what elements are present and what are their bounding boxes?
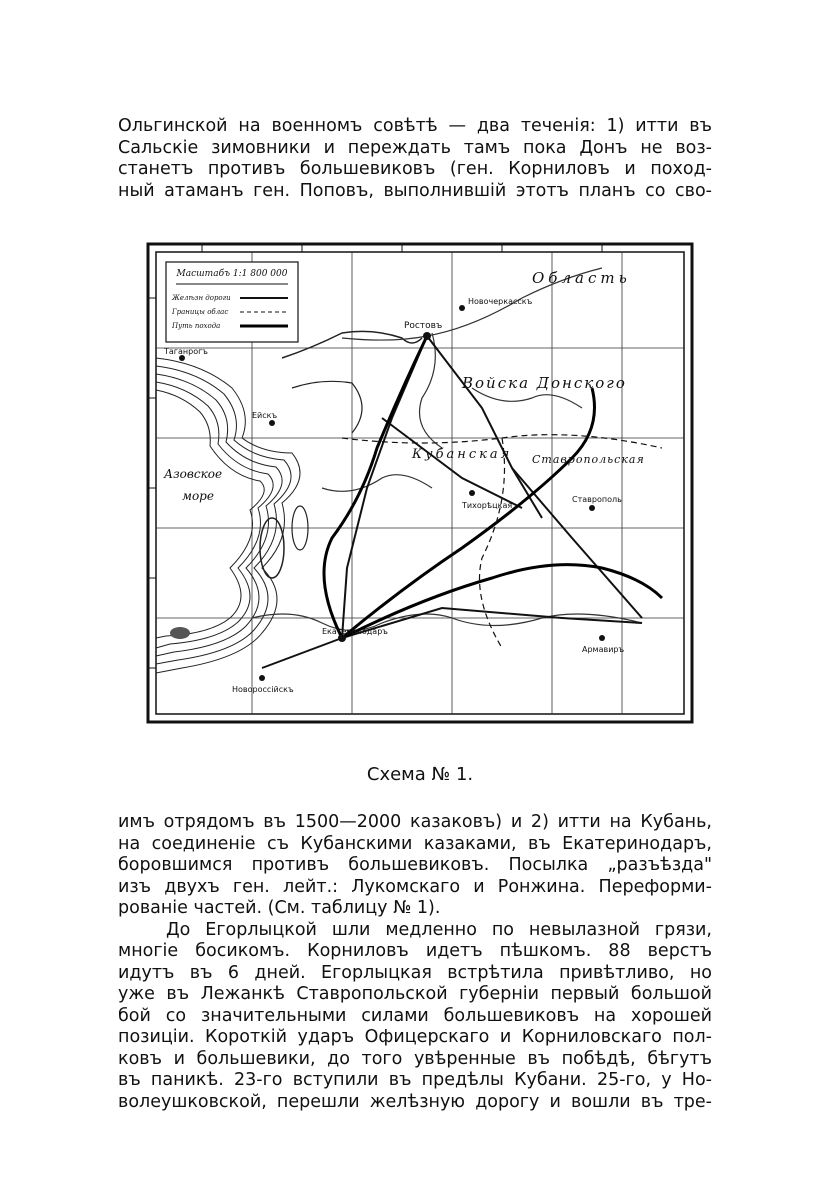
city-stavropol: Ставрополь <box>572 495 622 504</box>
figure-caption: Схема № 1. <box>366 764 474 785</box>
text-line: бой со значительными силами большевиковъ на хорошей <box>118 1005 712 1026</box>
text-line: въ паникѣ. 23-го вступили въ предѣлы Кубани. 25-го, у Но- <box>118 1070 712 1090</box>
bottom-paragraph <box>118 812 712 1113</box>
map-figure <box>142 238 698 728</box>
city-armavir: Армавиръ <box>582 645 625 654</box>
text-line: имъ отрядомъ въ 1500—2000 казаковъ) и 2) итти на Кубань, <box>118 812 712 832</box>
city-tikhoretskaya: Тихорѣцкая <box>462 501 513 510</box>
city-taganrog: Таганрогъ <box>164 347 208 356</box>
text-line: ковъ и большевики, до того увѣренные въ побѣдѣ, бѣгутъ <box>118 1048 712 1069</box>
text-line: Ольгинской на военномъ совѣтѣ — два теченія: 1) итти въ <box>118 116 712 136</box>
text-line: уже въ Лежанкѣ Ставропольской губерніи первый большой <box>118 984 712 1004</box>
text-line: изъ двухъ ген. лейт.: Лукомскаго и Ронжина. Переформи- <box>118 876 712 897</box>
text-line: позиціи. Короткій ударъ Офицерскаго и Корниловскаго пол- <box>118 1027 712 1047</box>
sea-label-more: море <box>182 489 214 503</box>
map-image <box>142 238 698 728</box>
region-label-don: Войска Донского <box>462 374 627 392</box>
region-label-oblast: Область <box>532 269 631 287</box>
city-novorossiysk: Новороссійскъ <box>232 685 294 694</box>
city-ekaterinodar: Екатеринодаръ <box>322 627 388 636</box>
text-line: идутъ въ 6 дней. Егорлыцкая встрѣтила привѣтливо, но <box>118 962 712 983</box>
text-line: боровшимся противъ большевиковъ. Посылка „разъѣзда" <box>118 855 712 875</box>
region-label-kuban: Кубанская <box>412 447 513 462</box>
legend-railways-label: Желѣзн дороги <box>172 294 231 302</box>
region-label-stavropol: Ставропольская <box>532 453 645 466</box>
sea-label-azov: Азовское <box>164 467 223 481</box>
text-line: станетъ противъ большевиковъ (ген. Корниловъ и поход- <box>118 159 712 179</box>
text-line: рованіе частей. (См. таблицу № 1). <box>118 898 441 918</box>
text-line: многіе босикомъ. Корниловъ идетъ пѣшкомъ. 88 верстъ <box>118 941 712 961</box>
text-line: ный атаманъ ген. Поповъ, выполнившій этотъ планъ со сво- <box>118 180 712 201</box>
text-line: на соединеніе съ Кубанскими казаками, въ Екатеринодаръ, <box>118 833 712 854</box>
text-line: Сальскіе зимовники и переждать тамъ пока Донъ не воз- <box>118 137 712 158</box>
map-scale-label: Масштабъ 1:1 800 000 <box>176 269 288 279</box>
legend-route-label: Путь похода <box>172 322 221 330</box>
city-eisk: Ейскъ <box>252 411 278 420</box>
text-line: До Егорлыцкой шли медленно по невылазной грязи, <box>166 919 712 940</box>
legend-boundaries-label: Границы облас <box>172 308 229 316</box>
city-novocherkassk: Новочеркасскъ <box>468 297 533 306</box>
text-line: волеушковской, перешли желѣзную дорогу и вошли въ тре- <box>118 1091 712 1112</box>
city-rostov: Ростовъ <box>404 321 443 331</box>
top-paragraph <box>118 116 712 202</box>
